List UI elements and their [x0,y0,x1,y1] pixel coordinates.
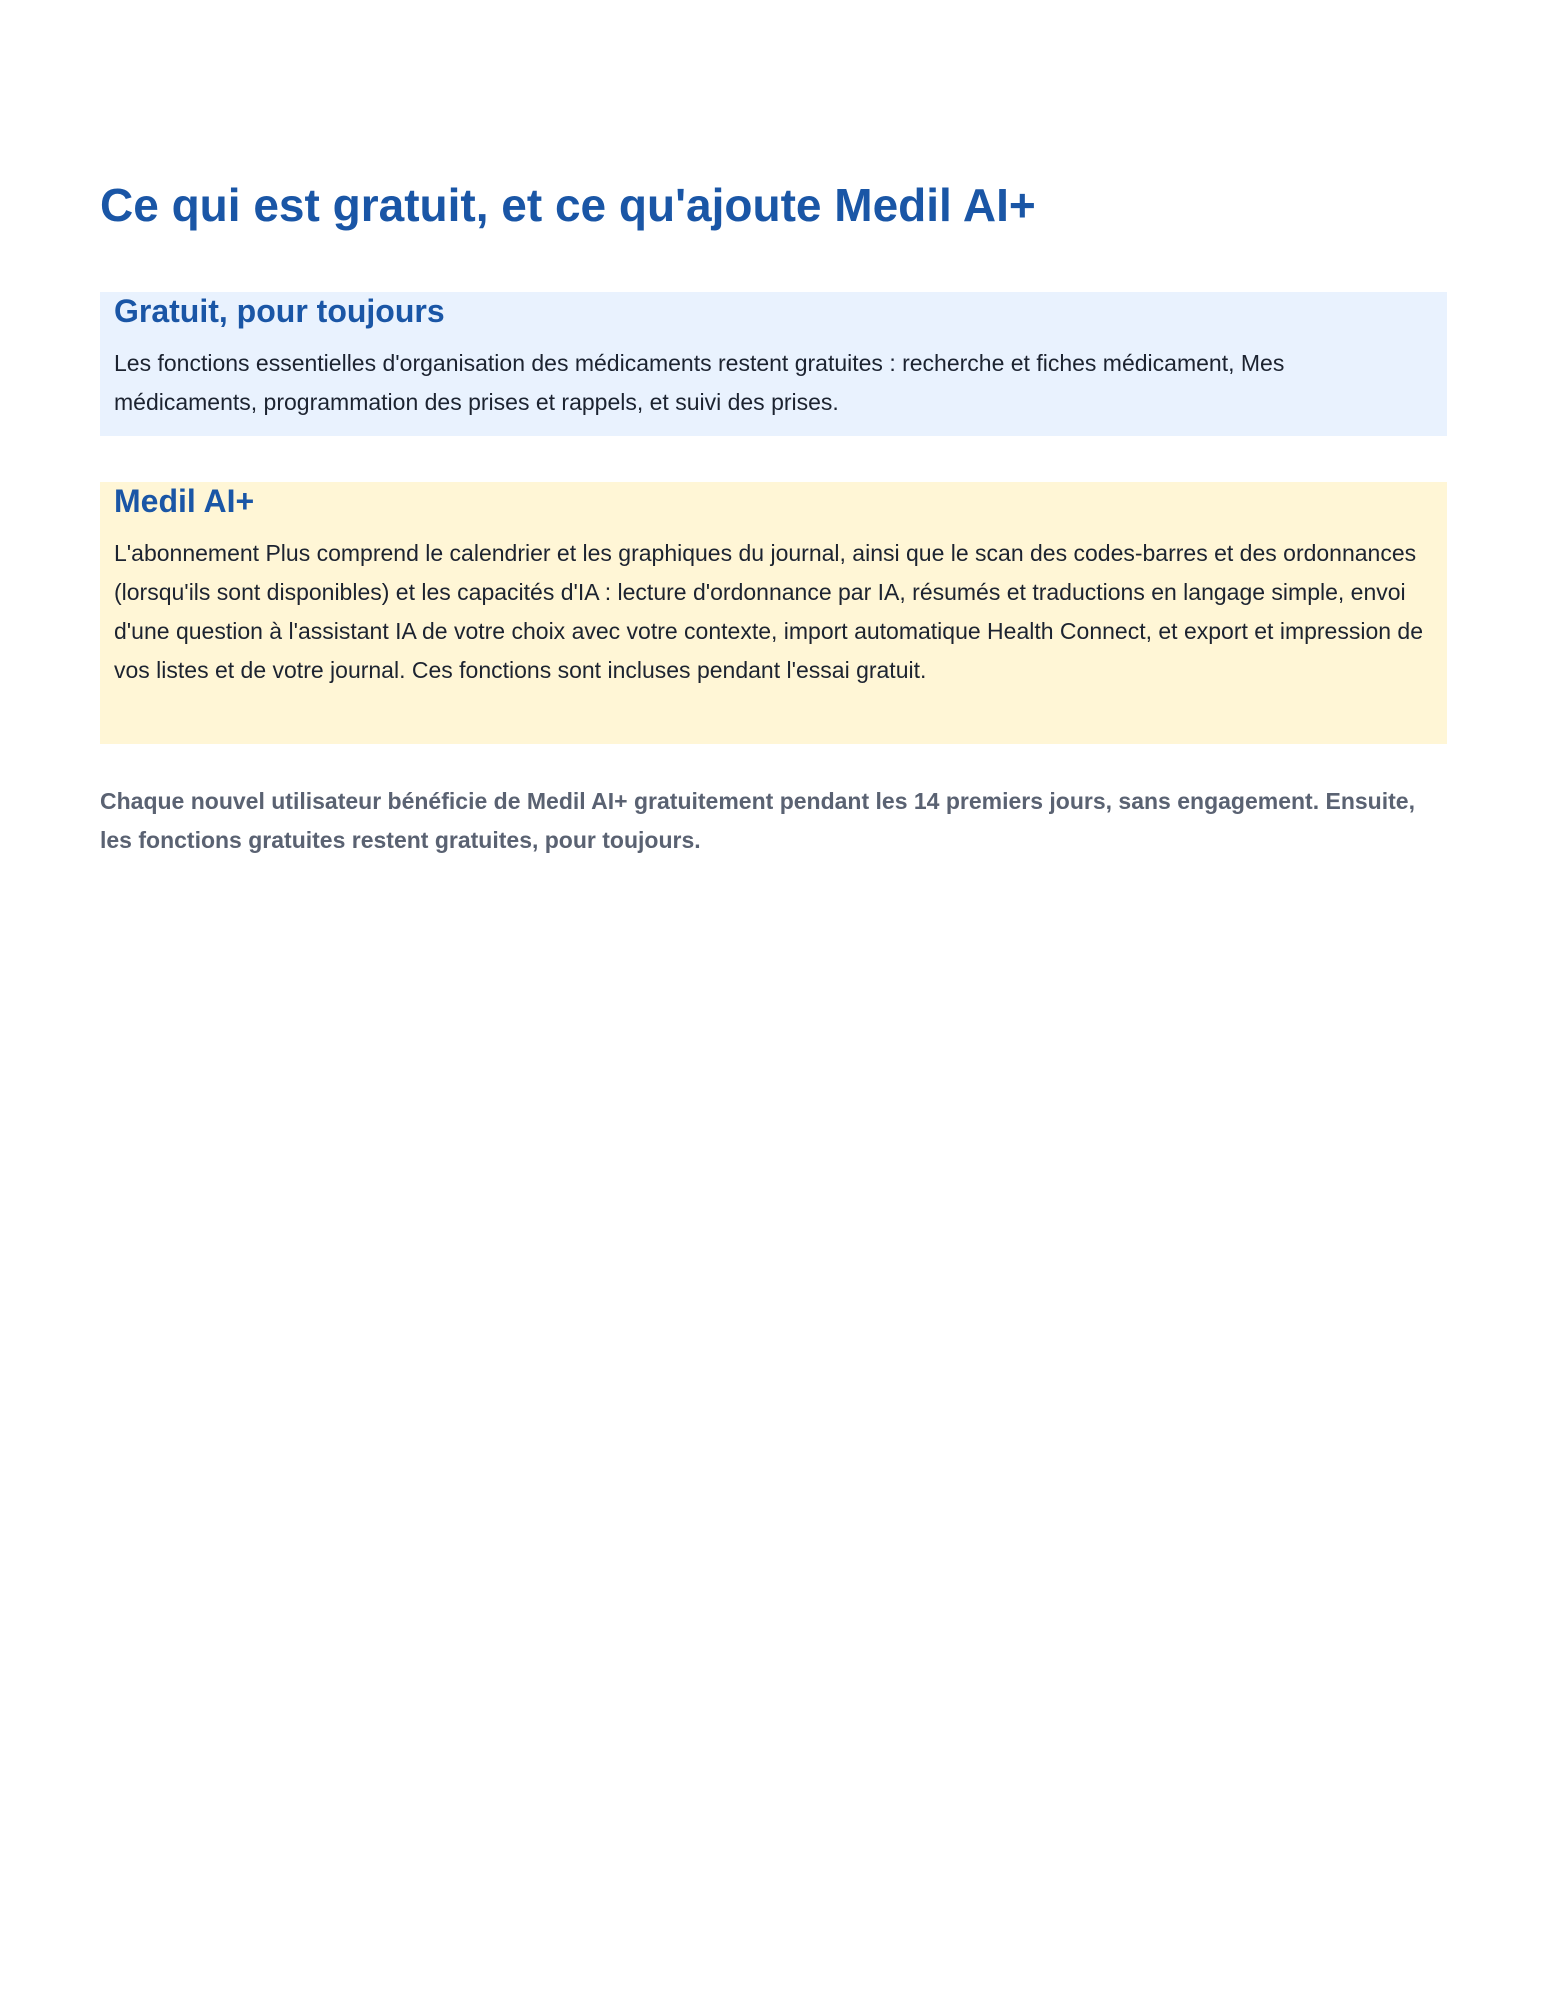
trial-footnote: Chaque nouvel utilisateur bénéficie de Medil AI+ gratuitement pendant les 14 premiers jours, sans engagement. Ensuite, les fonctions gratuites restent gratuites, pour toujours. [100,788,1415,853]
plus-features-section [100,482,1447,744]
page-title: Ce qui est gratuit, et ce qu'ajoute Medil AI+ [100,179,1036,231]
plus-features-heading: Medil AI+ [114,483,255,519]
free-features-section [100,292,1447,436]
free-features-heading: Gratuit, pour toujours [114,293,445,329]
plus-features-text: L'abonnement Plus comprend le calendrier et les graphiques du journal, ainsi que le scan des codes-barres et des ordonnances (lorsqu'ils sont disponibles) et les capacités d'IA : lecture d'ordonnance par IA, résumés et traductions en langage simple, envoi d'une question à l'assistant IA de votre choix avec votre contexte, import automatique Health Connect, et export et impression de vos listes et de votre journal. Ces fonctions sont incluses pendant l'essai gratuit. [114,540,1424,683]
free-features-text: Les fonctions essentielles d'organisation des médicaments restent gratuites : recherche et fiches médicament, Mes médicaments, programmation des prises et rappels, et suivi des prises. [114,350,1285,415]
